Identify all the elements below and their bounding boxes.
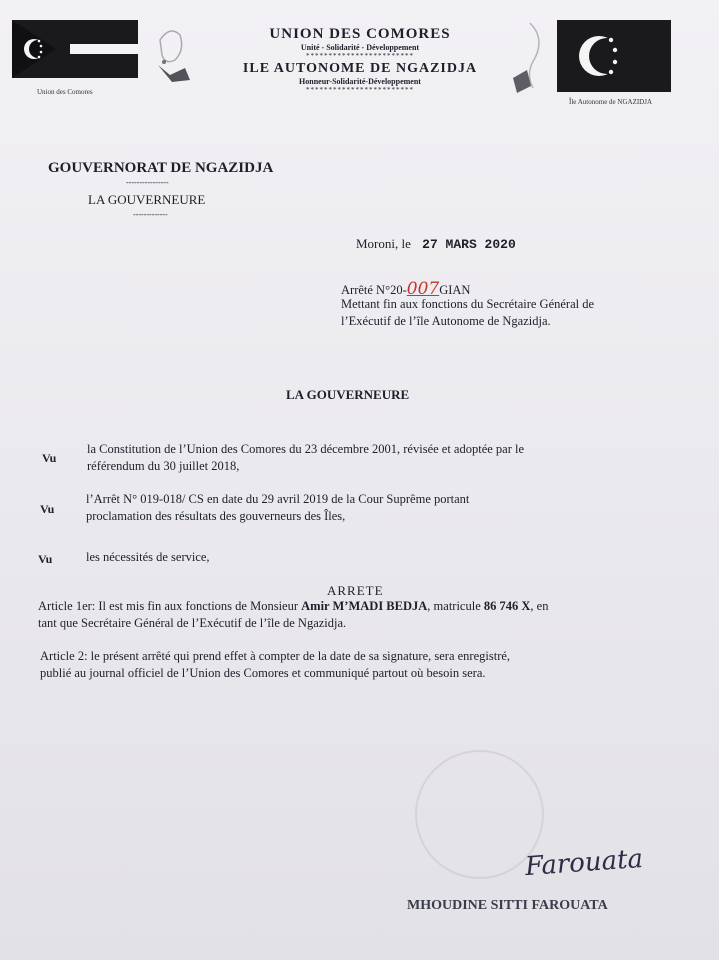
country-motto: Unité - Solidarité - Développement: [300, 43, 420, 52]
article-2-line-1: Article 2: le présent arrêté qui prend effet à compter de la date de sa signature, sera enregistré,: [40, 649, 511, 663]
island-motto: Honneur-Solidarité-Développement: [299, 77, 421, 86]
right-flag: [557, 20, 671, 106]
signatory-name: MHOUDINE SITTI FAROUATA: [407, 898, 608, 913]
handwritten-signature: Farouata: [524, 843, 644, 883]
vu-label-3: Vu: [38, 552, 53, 566]
decree-number-handwritten: 007: [406, 279, 440, 299]
article-1-text-a: Article 1er: Il est mis fin aux fonctions de Monsieur: [38, 599, 302, 613]
article-1-text-c: , en: [530, 599, 549, 613]
article-1-matricule: 86 746 X: [483, 599, 531, 613]
vu-label-2: Vu: [40, 502, 55, 516]
office-title: GOUVERNORAT DE NGAZIDJA: [48, 160, 274, 176]
header-dots-1: ************************: [306, 52, 414, 60]
office-dash-1: ----------------: [126, 178, 169, 187]
header-dots-2: ************************: [306, 86, 414, 94]
island-name: ILE AUTONOME DE NGAZIDJA: [242, 61, 478, 76]
consideration-2-line-1: l’Arrêt N° 019-018/ CS en date du 29 avril 2019 de la Cour Suprême portant: [86, 492, 470, 506]
consideration-1-line-2: référendum du 30 juillet 2018,: [87, 459, 240, 473]
left-flag: [12, 20, 138, 96]
authority-heading: LA GOUVERNEURE: [286, 387, 410, 402]
decree-number: [341, 279, 470, 299]
arrete-heading: ARRETE: [327, 583, 384, 598]
date-line: [356, 236, 516, 252]
vu-label-1: Vu: [42, 451, 57, 465]
article-2-line-2: publié au journal officiel de l’Union des Comores et communiqué partout où besoin sera.: [40, 666, 486, 680]
office-dash-2: -------------: [133, 210, 168, 219]
ngazidja-flag-icon: [557, 20, 671, 92]
consideration-1: [87, 441, 524, 475]
consideration-1-line-1: la Constitution de l’Union des Comores du 23 décembre 2001, révisée et adoptée par le: [87, 442, 525, 456]
country-name: UNION DES COMORES: [269, 26, 451, 42]
article-1-person-name: Amir M’MADI BEDJA: [301, 599, 428, 613]
consideration-2-line-2: proclamation des résultats des gouverneurs des Îles,: [86, 509, 346, 523]
decree-subject-line-1: Mettant fin aux fonctions du Secrétaire Général de: [341, 297, 595, 311]
decree-number-prefix: Arrêté N°20-: [341, 283, 407, 297]
left-emblem-icon: [150, 20, 200, 86]
article-1-line-1: [38, 598, 548, 615]
decree-subject-line-2: l’Exécutif de l’île Autonome de Ngazidja.: [341, 314, 551, 328]
date-stamp: 27 MARS 2020: [422, 237, 516, 252]
letterhead: [200, 26, 520, 94]
article-1: [38, 598, 548, 632]
article-2: [40, 648, 510, 682]
article-1-line-2: tant que Secrétaire Général de l’Exécutif de l’île de Ngazidja.: [38, 616, 347, 630]
comoros-flag-icon: [12, 20, 138, 78]
article-1-text-b: , matricule: [427, 599, 484, 613]
office-subtitle: LA GOUVERNEURE: [88, 192, 206, 207]
consideration-2: [86, 491, 469, 525]
date-prefix: Moroni, le: [356, 236, 411, 251]
right-flag-caption: Île Autonome de NGAZIDJA: [569, 98, 653, 106]
right-emblem-icon: [505, 18, 555, 98]
left-flag-caption: Union des Comores: [37, 88, 93, 96]
decree-number-suffix: GIAN: [439, 283, 471, 297]
consideration-3: les nécessités de service,: [86, 550, 210, 564]
